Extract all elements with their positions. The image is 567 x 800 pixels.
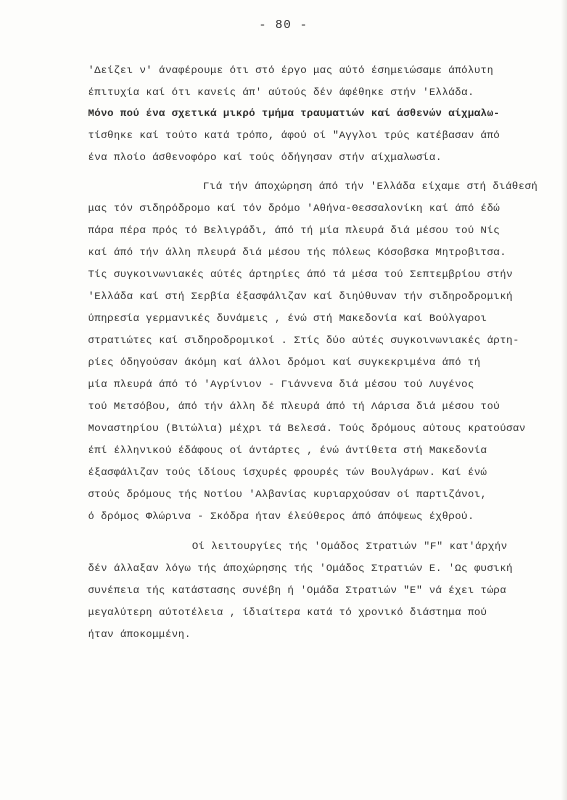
text-line: ένα πλοίο άσθενοφόρο καί τούς όδήγησαν στήν αίχμαλωσία.: [88, 152, 442, 164]
text-line: ύπηρεσία γερμανικές δυνάμεις , ένώ στή Μακεδονία καί Βούλγαροι: [88, 313, 487, 325]
text-line: ήταν άποκομμένη.: [88, 629, 191, 641]
text-line: έπιτυχία καί ότι κανείς άπ' αύτούς δέν άφέθηκε στήν 'Ελλάδα.: [88, 87, 475, 99]
text-line: Μοναστηρίου (Βιτώλια) μέχρι τά Βελεσά. Τούς δρόμους αύτους κρατούσαν: [88, 423, 526, 435]
text-line: καί άπό τήν άλλη πλευρά διά μέσου τής πόλεως Κόσοβσκα Μητροβιτσα.: [88, 247, 507, 259]
text-line: 'Ελλάδα καί στή Σερβία έξασφάλιζαν καί διηύθυναν τήν σιδηροδρομική: [88, 291, 513, 303]
text-line: τίσθηκε καί τούτο κατά τρόπο, άφού οί "Αγγλοι τρύς κατέβασαν άπό: [88, 130, 500, 142]
text-line: μας τόν σιδηρόδρομο καί τόν δρόμο 'Αθήνα-Θεσσαλονίκη καί άπό έδώ: [88, 203, 500, 215]
text-line: ό δρόμος Φλώρινα - Σκόδρα ήταν έλεύθερος άπό άπόψεως έχθρού.: [88, 511, 475, 523]
text-line: μεγαλύτερη αύτοτέλεια , ίδιαίτερα κατά τό χρονικό διάστημα πού: [88, 607, 487, 619]
text-line: στούς δρόμους τής Νοτίου 'Αλβανίας κυριαρχούσαν οί παρτιζάνοι,: [88, 489, 487, 501]
text-line: έπί έλληνικού έδάφους οί άντάρτες , ένώ άντίθετα στή Μακεδονία: [88, 445, 487, 457]
text-line: έξασφάλιζαν τούς ίδίους ίσχυρές φρουρές τών Βουλγάρων. Καί ένώ: [88, 467, 487, 479]
text-line: Μόνο πού ένα σχετικά μικρό τμήμα τραυματιών καί άσθενών αίχμαλω-: [88, 108, 500, 120]
text-line: Τίς συγκοινωνιακές αύτές άρτηρίες άπό τά μέσα τού Σεπτεμβρίου στήν: [88, 269, 513, 281]
scan-edge: [561, 0, 567, 800]
text-line: ρίες όδηγούσαν άκόμη καί άλλοι δρόμοι καί συγκεκριμένα άπό τή: [88, 357, 481, 369]
text-line: Οί λειτουργίες τής 'Ομάδος Στρατιών "F" κατ'άρχήν: [192, 541, 508, 553]
text-line: πάρα πέρα πρός τό Βελιγράδι, άπό τή μία πλευρά διά μέσου τού Νίς: [88, 225, 500, 237]
text-line: τού Μετσόβου, άπό τήν άλλη δέ πλευρά άπό τή Λάρισα διά μέσου τού: [88, 401, 500, 413]
text-line: Γιά τήν άποχώρηση άπό τήν 'Ελλάδα είχαμε στή διάθεσή: [203, 181, 538, 193]
text-line: μία πλευρά άπό τό 'Αγρίνιον - Γιάννενα διά μέσου τού Λυγένος: [88, 379, 475, 391]
text-line: συνέπεια τής κατάστασης συνέβη ή 'Ομάδα Στρατιών "Ε" νά έχει τώρα: [88, 585, 507, 597]
text-line: στρατιώτες καί σιδηροδρομικοί . Στίς δύο αύτές συγκοινωνιακές άρτη-: [88, 335, 520, 347]
page-number: - 80 -: [258, 18, 309, 32]
text-line: 'Δείζει ν' άναφέρουμε ότι στό έργο μας αύτό έσημειώσαμε άπόλυτη: [88, 65, 494, 77]
text-line: δέν άλλαξαν λόγω τής άποχώρησης τής 'Ομάδος Στρατιών Ε. 'Ως φυσική: [88, 563, 513, 575]
